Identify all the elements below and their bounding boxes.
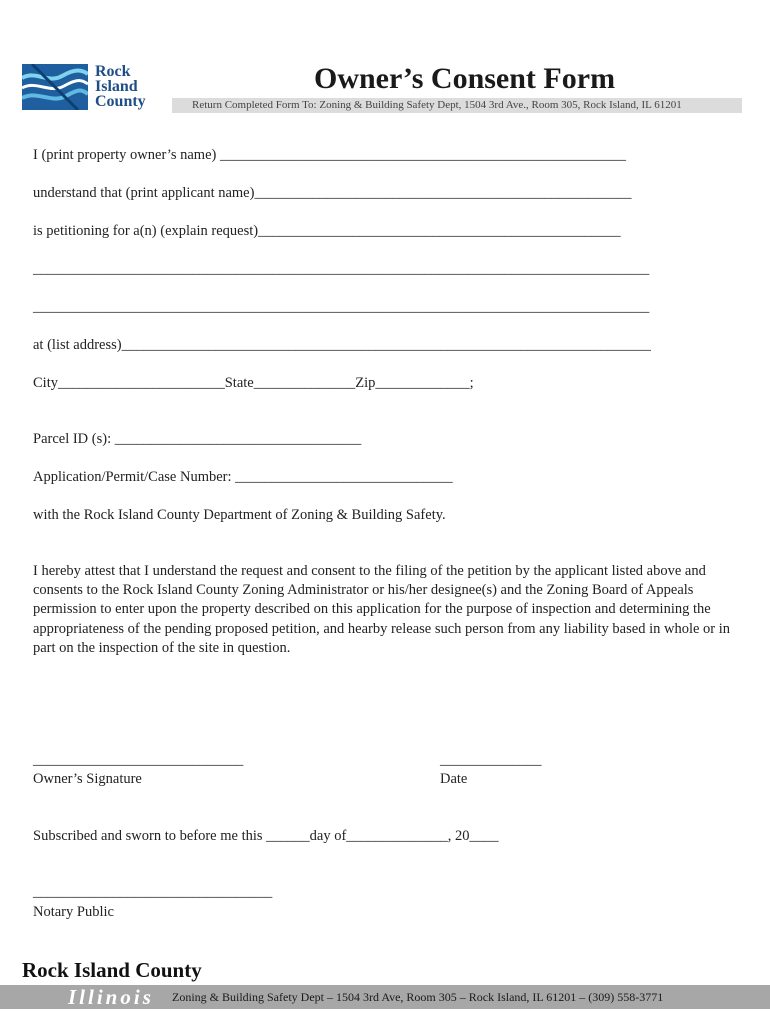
rock-island-river-logo-icon	[22, 64, 88, 110]
notary-signature-line[interactable]: _________________________________	[33, 884, 273, 900]
department-statement: with the Rock Island County Department of Zoning & Building Safety.	[33, 507, 446, 523]
attestation-paragraph: I hereby attest that I understand the request and consent to the filing of the petition by the applicant listed above and consents to the Rock Island County Zoning Administrator or his/her designee(s) and the Zoning Board of Appeals permission to enter upon the property described on this application for the purpose of inspection and determining the appropriateness of the pending proposed petition, and hearby release such person from any liability based in whole or in part on the inspection of the site in question.	[33, 563, 731, 656]
owner-signature-line[interactable]: _____________________________	[33, 752, 244, 768]
request-field[interactable]: is petitioning for a(n) (explain request)__________________________________________________	[33, 223, 621, 239]
return-instructions: Return Completed Form To: Zoning & Building Safety Dept, 1504 3rd Ave., Room 305, Rock Island, IL 61201	[172, 98, 742, 113]
case-number-field[interactable]: Application/Permit/Case Number: ______________________________	[33, 469, 453, 485]
parcel-id-field[interactable]: Parcel ID (s): __________________________________	[33, 431, 362, 447]
footer-address: Zoning & Building Safety Dept – 1504 3rd Ave, Room 305 – Rock Island, IL 61201 – (309) 558-3771	[172, 990, 664, 1004]
footer-state-name: Illinois	[68, 985, 154, 1009]
city-state-zip-field[interactable]: City_______________________State______________Zip_____________;	[33, 375, 474, 391]
date-label: Date	[440, 771, 468, 787]
owner-signature-label: Owner’s Signature	[33, 771, 142, 787]
owner-name-field[interactable]: I (print property owner’s name) ________________________________________________________	[33, 147, 626, 163]
page-title: Owner’s Consent Form	[314, 62, 616, 95]
county-logo	[22, 64, 162, 114]
date-line[interactable]: ______________	[440, 752, 542, 768]
request-line-3[interactable]: _____________________________________________________________________________________	[33, 299, 650, 315]
request-line-2[interactable]: _____________________________________________________________________________________	[33, 261, 650, 277]
sworn-statement[interactable]: Subscribed and sworn to before me this ______day of______________, 20____	[33, 828, 499, 844]
applicant-name-field[interactable]: understand that (print applicant name)____________________________________________________	[33, 185, 632, 201]
logo-wordmark: Rock Island County	[95, 63, 146, 110]
notary-label: Notary Public	[33, 904, 114, 920]
footer-county-name: Rock Island County	[22, 958, 202, 982]
address-field[interactable]: at (list address)_________________________________________________________________________	[33, 337, 651, 353]
